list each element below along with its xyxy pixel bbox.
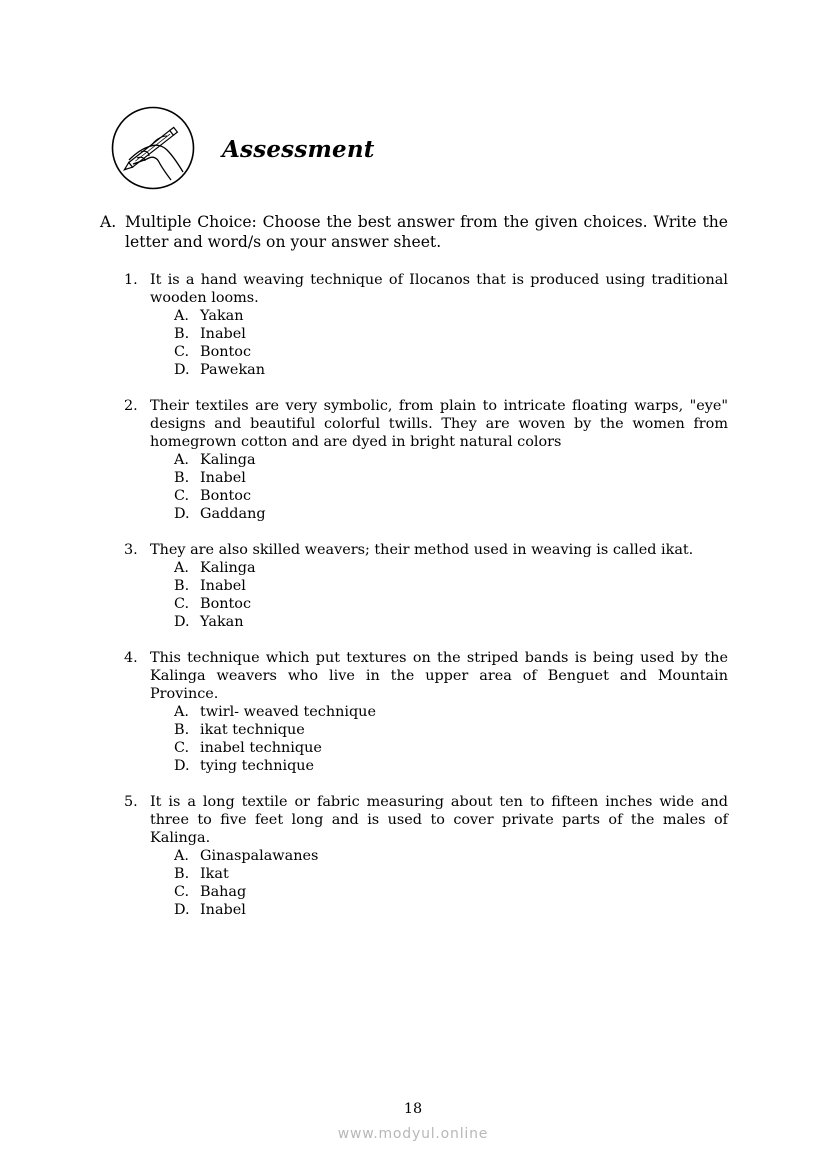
choice-item bbox=[174, 451, 728, 469]
choice-letter: D. bbox=[174, 506, 190, 522]
choice-letter: B. bbox=[174, 326, 190, 342]
choice-text: Inabel bbox=[200, 470, 246, 486]
choice-list bbox=[174, 559, 728, 631]
section-letter: A. bbox=[100, 213, 117, 231]
choice-text: Yakan bbox=[200, 614, 244, 630]
choice-text: Gaddang bbox=[200, 506, 266, 522]
choice-item bbox=[174, 487, 728, 505]
question-text: They are also skilled weavers; their method used in weaving is called ikat. bbox=[150, 542, 694, 558]
choice-item bbox=[174, 613, 728, 631]
choice-text: Kalinga bbox=[200, 560, 256, 576]
choice-letter: C. bbox=[174, 344, 190, 360]
choice-letter: C. bbox=[174, 884, 190, 900]
choice-item bbox=[174, 757, 728, 775]
choice-text: twirl- weaved technique bbox=[200, 704, 376, 720]
choice-item bbox=[174, 325, 728, 343]
choice-list bbox=[174, 703, 728, 775]
question-2 bbox=[124, 397, 728, 523]
choice-text: Ikat bbox=[200, 866, 229, 882]
choice-item bbox=[174, 901, 728, 919]
choice-item bbox=[174, 577, 728, 595]
page-number: 18 bbox=[403, 1101, 423, 1117]
choice-item bbox=[174, 559, 728, 577]
choice-text: Ginaspalawanes bbox=[200, 848, 319, 864]
choice-text: Yakan bbox=[200, 308, 244, 324]
question-text: This technique which put textures on the striped bands is being used by the Kalinga weavers who live in the upper area of Benguet and Mountain Province. bbox=[150, 650, 728, 702]
choice-list bbox=[174, 451, 728, 523]
choice-text: tying technique bbox=[200, 758, 315, 774]
choice-item bbox=[174, 505, 728, 523]
choice-letter: D. bbox=[174, 902, 190, 918]
choice-text: Pawekan bbox=[200, 362, 266, 378]
choice-text: Kalinga bbox=[200, 452, 256, 468]
question-number: 4. bbox=[124, 650, 138, 666]
choice-item bbox=[174, 595, 728, 613]
choice-letter: B. bbox=[174, 578, 190, 594]
question-4 bbox=[124, 649, 728, 775]
choice-text: inabel technique bbox=[200, 740, 322, 756]
question-number: 1. bbox=[124, 272, 138, 288]
choice-list bbox=[174, 307, 728, 379]
question-number: 5. bbox=[124, 794, 138, 810]
question-1 bbox=[124, 271, 728, 379]
choice-item bbox=[174, 883, 728, 901]
question-text: It is a long textile or fabric measuring about ten to fifteen inches wide and three to five feet long and is used to cover private parts of the males of Kalinga. bbox=[150, 794, 728, 846]
choice-letter: A. bbox=[174, 308, 189, 324]
choice-text: Bahag bbox=[200, 884, 247, 900]
choice-text: Bontoc bbox=[200, 488, 252, 504]
choice-letter: C. bbox=[174, 596, 190, 612]
choice-letter: A. bbox=[174, 560, 189, 576]
choice-item bbox=[174, 721, 728, 739]
question-text: It is a hand weaving technique of Ilocanos that is produced using traditional wooden looms. bbox=[150, 272, 728, 306]
choice-letter: C. bbox=[174, 488, 190, 504]
choice-item bbox=[174, 739, 728, 757]
choice-letter: B. bbox=[174, 722, 190, 738]
choice-text: Inabel bbox=[200, 578, 246, 594]
choice-letter: B. bbox=[174, 470, 190, 486]
choice-item bbox=[174, 865, 728, 883]
question-number: 2. bbox=[124, 398, 138, 414]
choice-list bbox=[174, 847, 728, 919]
page-title: Assessment bbox=[222, 136, 375, 163]
section-a bbox=[100, 212, 728, 252]
choice-text: Bontoc bbox=[200, 596, 252, 612]
choice-text: Inabel bbox=[200, 326, 246, 342]
choice-item bbox=[174, 847, 728, 865]
choice-letter: C. bbox=[174, 740, 190, 756]
choice-letter: D. bbox=[174, 362, 190, 378]
question-3 bbox=[124, 541, 728, 631]
choice-letter: D. bbox=[174, 614, 190, 630]
question-text: Their textiles are very symbolic, from plain to intricate floating warps, "eye" designs and beautiful colorful twills. They are woven by the women from homegrown cotton and are dyed in bright natural colors bbox=[150, 398, 728, 450]
choice-letter: B. bbox=[174, 866, 190, 882]
question-5 bbox=[124, 793, 728, 919]
choice-item bbox=[174, 703, 728, 721]
question-number: 3. bbox=[124, 542, 138, 558]
choice-letter: A. bbox=[174, 452, 189, 468]
choice-letter: A. bbox=[174, 848, 189, 864]
choice-item bbox=[174, 361, 728, 379]
choice-item bbox=[174, 469, 728, 487]
choice-letter: D. bbox=[174, 758, 190, 774]
choice-item bbox=[174, 343, 728, 361]
choice-letter: A. bbox=[174, 704, 189, 720]
hand-writing-pencil-icon bbox=[111, 106, 195, 190]
choice-text: ikat technique bbox=[200, 722, 305, 738]
section-instruction: Multiple Choice: Choose the best answer from the given choices. Write the letter and word/s on your answer sheet. bbox=[125, 213, 728, 251]
watermark: www.modyul.online bbox=[337, 1126, 489, 1142]
choice-item bbox=[174, 307, 728, 325]
choice-text: Inabel bbox=[200, 902, 246, 918]
choice-text: Bontoc bbox=[200, 344, 252, 360]
question-list bbox=[124, 271, 728, 937]
